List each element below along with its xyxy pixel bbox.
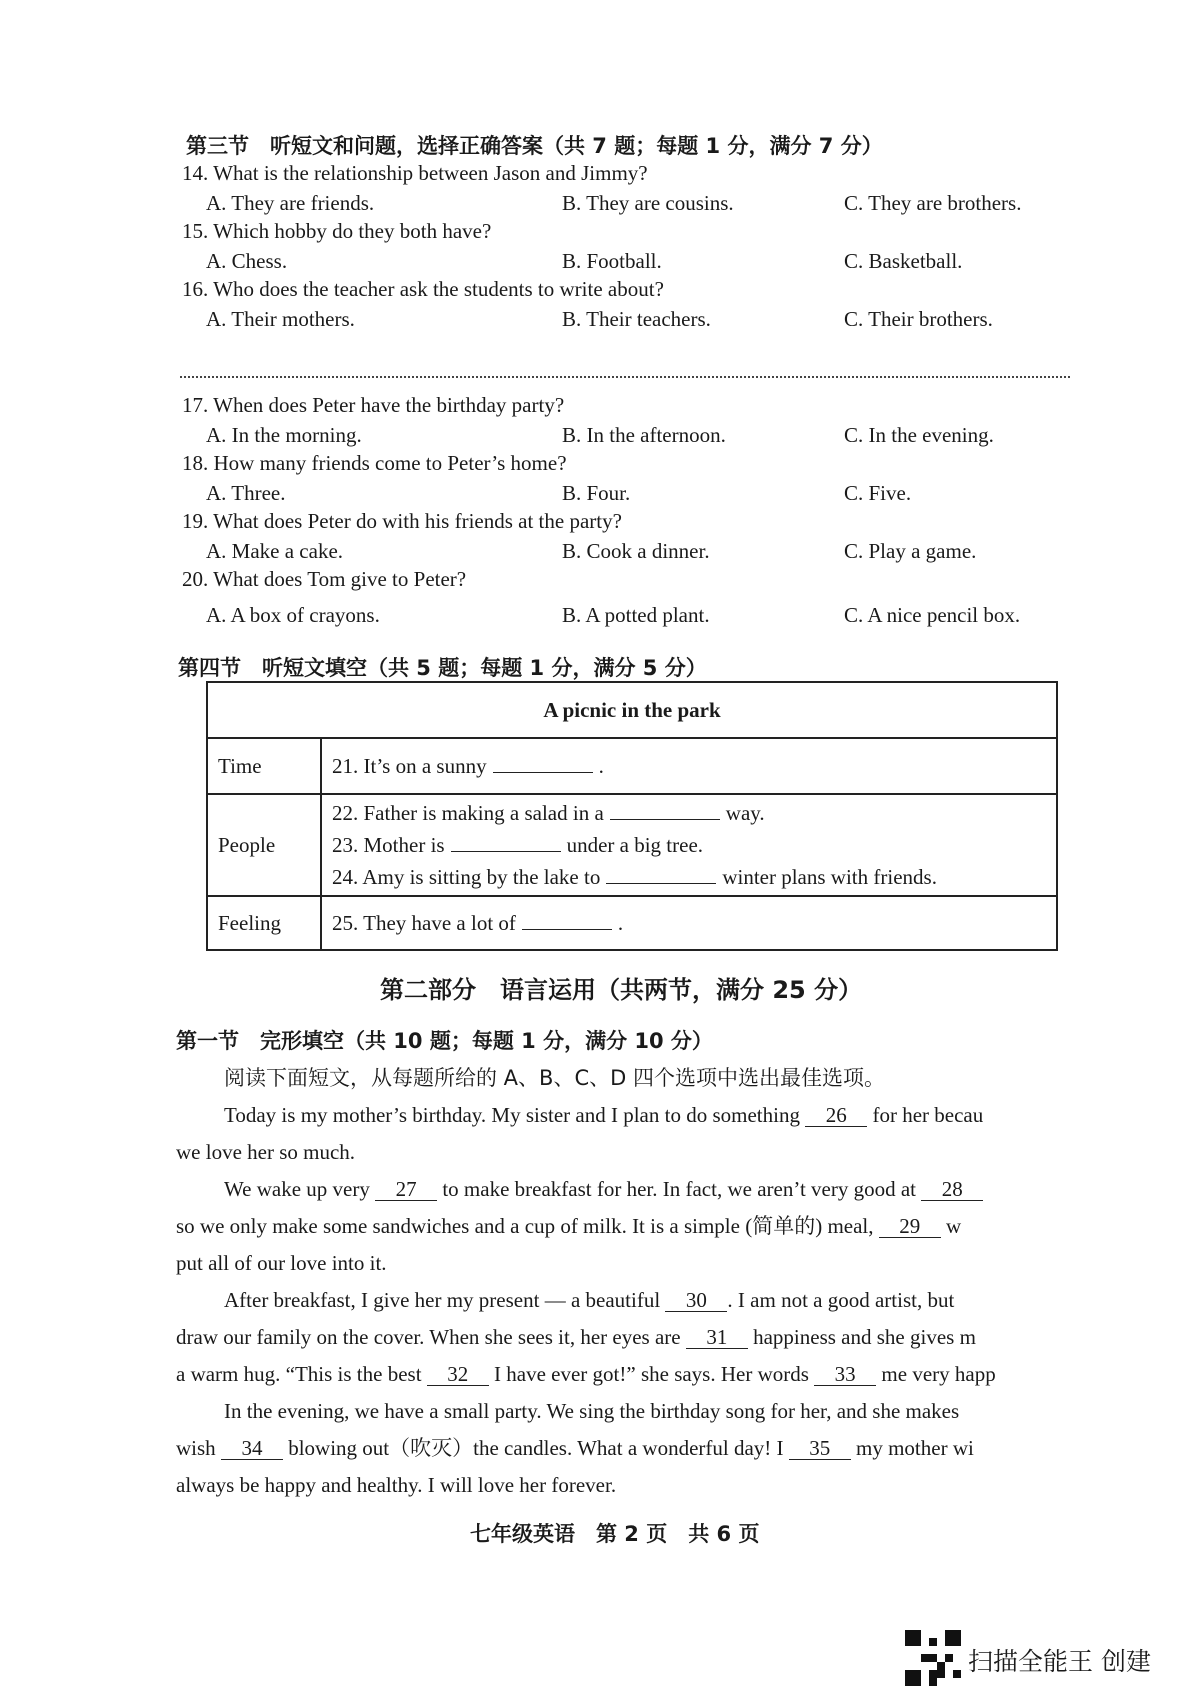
option-b: B. Cook a dinner. — [562, 539, 710, 563]
question-stem: 16. Who does the teacher ask the students to write about? — [182, 277, 664, 301]
question-stem: 15. Which hobby do they both have? — [182, 219, 492, 243]
option-b: B. In the afternoon. — [562, 423, 726, 447]
fill-line-text: 22. Father is making a salad in a — [332, 801, 604, 825]
page-footer: 七年级英语 第 2 页 共 6 页 — [470, 1522, 760, 1546]
passage-text: so we only make some sandwiches and a cup of milk. It is a simple (简单的) meal, — [176, 1214, 879, 1238]
passage-text: Today is my mother’s birthday. My sister and I plan to do something — [224, 1103, 806, 1127]
option-c: C. Play a game. — [844, 539, 977, 563]
passage-text: After breakfast, I give her my present — a beautiful — [224, 1288, 666, 1312]
feeling-label: Feeling — [207, 896, 321, 950]
feeling-cell — [321, 896, 1057, 950]
fill-line — [332, 797, 1046, 829]
passage-text: draw our family on the cover. When she sees it, her eyes are — [176, 1325, 686, 1349]
passage-text: We wake up very — [224, 1177, 376, 1201]
option-b: B. Four. — [562, 481, 631, 505]
time-cell — [321, 738, 1057, 794]
passage-line — [176, 1245, 1072, 1282]
passage-text: a warm hug. “This is the best — [176, 1362, 427, 1386]
passage-text: my mother wi — [850, 1436, 974, 1460]
picnic-table — [206, 681, 1058, 951]
passage-text: for her becau — [867, 1103, 984, 1127]
option-a: A. They are friends. — [206, 191, 375, 215]
option-a: A. Their mothers. — [206, 307, 355, 331]
option-c: C. They are brothers. — [844, 191, 1022, 215]
fill-line-text: under a big tree. — [566, 833, 704, 857]
question-stem: 19. What does Peter do with his friends at the party? — [182, 509, 622, 533]
option-c: C. Basketball. — [844, 249, 963, 273]
passage-text: w — [940, 1214, 962, 1238]
option-a: A. A box of crayons. — [206, 603, 380, 627]
qr-code-icon — [905, 1630, 961, 1686]
passage-text: always be happy and healthy. I will love her forever. — [176, 1473, 617, 1497]
option-a: A. Make a cake. — [206, 539, 344, 563]
section4-title: 第四节 听短文填空（共 5 题；每题 1 分，满分 5 分） — [178, 656, 707, 680]
question-stem: 18. How many friends come to Peter’s home? — [182, 451, 567, 475]
people-label: People — [207, 794, 321, 896]
cloze-blank-number: 30 — [665, 1289, 727, 1312]
fill-line-text: 25. They have a lot of — [332, 911, 516, 935]
option-b: B. Football. — [562, 249, 662, 273]
fill-line — [332, 861, 1046, 893]
fill-line — [332, 750, 1046, 782]
cloze-blank-number: 35 — [789, 1437, 851, 1460]
cloze-blank-number: 28 — [921, 1178, 983, 1201]
option-a: A. Three. — [206, 481, 286, 505]
passage-line — [176, 1393, 1072, 1430]
passage-text: I have ever got!” she says. Her words — [488, 1362, 815, 1386]
cloze-blank-number: 29 — [879, 1215, 941, 1238]
option-c: C. Their brothers. — [844, 307, 993, 331]
passage-text: wish — [176, 1436, 221, 1460]
passage-line — [176, 1282, 1072, 1319]
answer-blank — [493, 772, 593, 773]
passage-text: we love her so much. — [176, 1140, 356, 1164]
question-stem: 17. When does Peter have the birthday party? — [182, 393, 565, 417]
option-c: C. A nice pencil box. — [844, 603, 1021, 627]
fill-line-text: way. — [725, 801, 765, 825]
fill-line-text: 21. It’s on a sunny — [332, 754, 487, 778]
scanner-watermark: 扫描全能王 创建 — [968, 1647, 1151, 1676]
passage-text: me very happ — [876, 1362, 996, 1386]
option-c: C. In the evening. — [844, 423, 994, 447]
option-a: A. In the morning. — [206, 423, 362, 447]
cloze-blank-number: 32 — [427, 1363, 489, 1386]
option-c: C. Five. — [844, 481, 912, 505]
passage-text: put all of our love into it. — [176, 1251, 387, 1275]
passage-line — [176, 1467, 1072, 1504]
table-heading: A picnic in the park — [207, 682, 1057, 738]
passage-line — [176, 1208, 1072, 1245]
fill-line-text: . — [598, 754, 604, 778]
passage-line — [176, 1356, 1072, 1393]
fill-line — [332, 907, 1046, 939]
fill-line-text: . — [617, 911, 624, 935]
time-label: Time — [207, 738, 321, 794]
passage-text: to make breakfast for her. In fact, we aren’t very good at — [437, 1177, 922, 1201]
option-b: B. Their teachers. — [562, 307, 711, 331]
fill-line-text: 24. Amy is sitting by the lake to — [332, 865, 601, 889]
cloze-section-title: 第一节 完形填空（共 10 题；每题 1 分，满分 10 分） — [176, 1029, 713, 1053]
answer-blank — [606, 883, 716, 884]
question-stem: 14. What is the relationship between Jason and Jimmy? — [182, 161, 648, 185]
passage-text: . I am not a good artist, but — [727, 1288, 955, 1312]
question-stem: 20. What does Tom give to Peter? — [182, 567, 467, 591]
fill-line-text: winter plans with friends. — [722, 865, 937, 889]
passage-line — [176, 1097, 1072, 1134]
option-b: B. A potted plant. — [562, 603, 710, 627]
option-a: A. Chess. — [206, 249, 288, 273]
cloze-blank-number: 31 — [686, 1326, 748, 1349]
part2-title: 第二部分 语言运用（共两节，满分 25 分） — [380, 976, 863, 1004]
cloze-blank-number: 26 — [805, 1104, 867, 1127]
passage-line — [176, 1171, 1072, 1208]
cloze-blank-number: 34 — [221, 1437, 283, 1460]
passage-line — [176, 1430, 1072, 1467]
cloze-blank-number: 27 — [375, 1178, 437, 1201]
passage-text: happiness and she gives m — [747, 1325, 976, 1349]
passage-line — [176, 1319, 1072, 1356]
answer-blank — [522, 929, 612, 930]
section3-title: 第三节 听短文和问题，选择正确答案（共 7 题；每题 1 分，满分 7 分） — [186, 134, 883, 158]
divider-dotted — [180, 376, 1070, 378]
fill-line — [332, 829, 1046, 861]
passage-text: In the evening, we have a small party. We sing the birthday song for her, and she makes — [224, 1399, 960, 1423]
passage-text: blowing out（吹灭）the candles. What a wonderful day! I — [282, 1436, 789, 1460]
answer-blank — [451, 851, 561, 852]
fill-line-text: 23. Mother is — [332, 833, 445, 857]
option-b: B. They are cousins. — [562, 191, 734, 215]
answer-blank — [610, 819, 720, 820]
cloze-blank-number: 33 — [814, 1363, 876, 1386]
passage-line — [176, 1134, 1072, 1171]
people-cell — [321, 794, 1057, 896]
cloze-instruction: 阅读下面短文，从每题所给的 A、B、C、D 四个选项中选出最佳选项。 — [224, 1066, 885, 1090]
